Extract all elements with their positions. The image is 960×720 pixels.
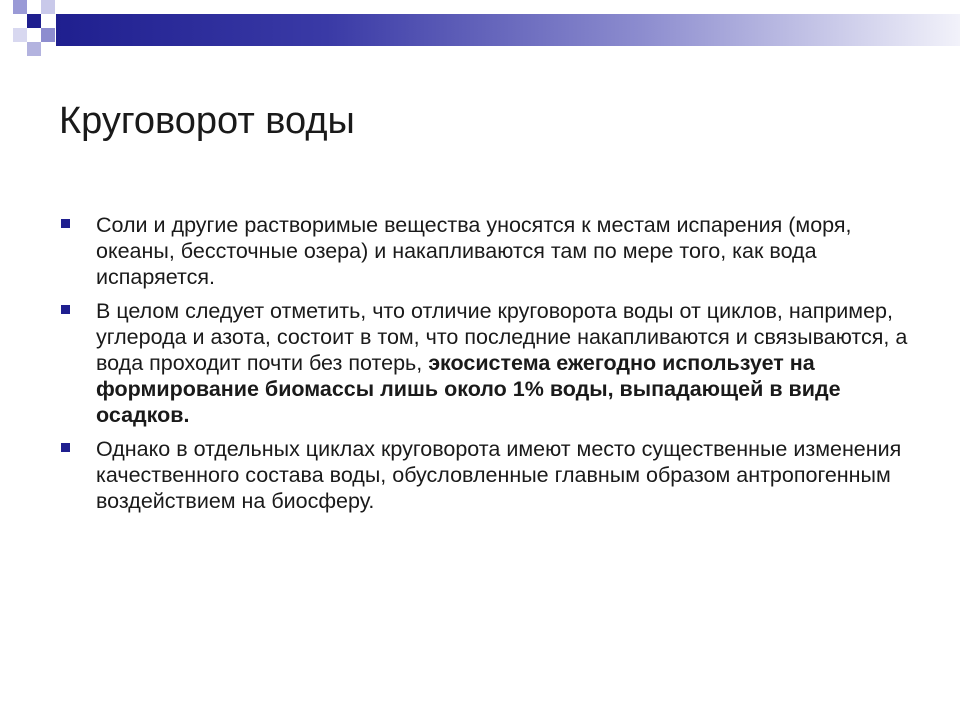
decoration-square xyxy=(27,42,41,56)
bullet-list xyxy=(60,212,920,522)
bullet-item xyxy=(60,298,920,428)
bullet-item xyxy=(60,436,920,514)
square-bullet-icon xyxy=(61,443,70,452)
square-bullet-icon xyxy=(61,219,70,228)
decoration-square xyxy=(41,0,55,14)
bullet-item xyxy=(60,212,920,290)
square-bullet-icon xyxy=(61,305,70,314)
bullet-text: Однако в отдельных циклах круговорота имеют место существенные изменения качественного состава воды, обусловленные главным образом антропогенным воздействием на биосферу. xyxy=(96,437,902,513)
bullet-text: В целом следует отметить, что отличие круговорота воды от циклов, например, углерода и азота, состоит в том, что последние накапливаются и связываются, а вода проходит почти без потерь, xyxy=(96,299,908,375)
decoration-square xyxy=(13,28,27,42)
decoration-square xyxy=(27,14,41,28)
slide-title: Круговорот воды xyxy=(59,100,355,142)
bullet-text: Соли и другие растворимые вещества уносятся к местам испарения (моря, океаны, бессточные озера) и накапливаются там по мере того, как вода испаряется. xyxy=(96,213,852,289)
decoration-square xyxy=(13,0,27,14)
header-gradient-bar xyxy=(56,14,960,46)
bullet-bold-text: экосистема ежегодно использует на формирование биомассы лишь около 1% воды, выпадающей в виде осадков. xyxy=(96,351,841,427)
decoration-square xyxy=(41,28,55,42)
